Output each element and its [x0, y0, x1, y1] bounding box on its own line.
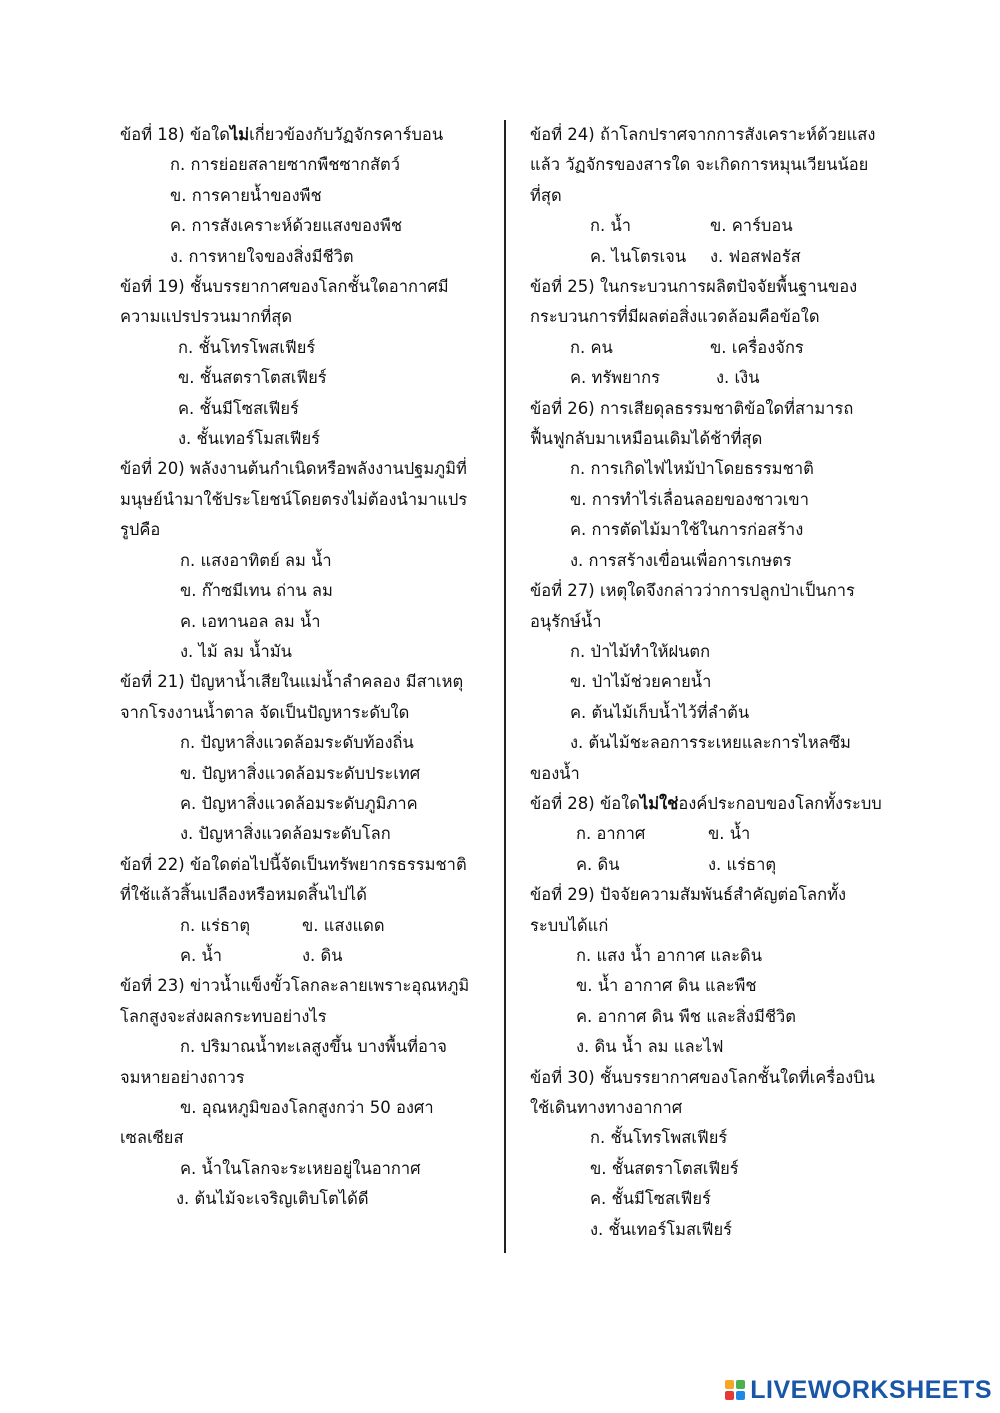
option-a[interactable]: ก. การเกิดไฟไหม้ป่าโดยธรรมชาติ: [570, 459, 814, 479]
option-d[interactable]: ง. ฟอสฟอรัส: [710, 246, 801, 266]
question-text: ข้อที่ 18) ข้อใดไม่เกี่ยวข้องกับวัฏจักรคาร์บอน: [120, 125, 444, 144]
question-text: ข้อที่ 22) ข้อใดต่อไปนี้จัดเป็นทรัพยากรธรรมชาติ: [120, 854, 467, 874]
question-20: [120, 454, 492, 667]
option-c[interactable]: ค. น้ำ: [180, 945, 223, 965]
question-text: ข้อที่ 30) ชั้นบรรยากาศของโลกชั้นใดที่เครื่องบิน: [530, 1067, 875, 1087]
option-d[interactable]: ง. ปัญหาสิ่งแวดล้อมระดับโลก: [180, 824, 391, 844]
question-24: [530, 120, 910, 272]
option-c[interactable]: ค. ชั้นมีโซสเฟียร์: [178, 398, 299, 418]
option-d[interactable]: ง. การสร้างเขื่อนเพื่อการเกษตร: [570, 550, 792, 570]
option-a[interactable]: ก. ปัญหาสิ่งแวดล้อมระดับท้องถิ่น: [180, 733, 414, 753]
option-c[interactable]: ค. การตัดไม้มาใช้ในการก่อสร้าง: [570, 520, 804, 540]
question-26: [530, 394, 910, 576]
option-b[interactable]: ข. ปัญหาสิ่งแวดล้อมระดับประเทศ: [180, 763, 421, 783]
option-a[interactable]: ก. แสง น้ำ อากาศ และดิน: [576, 945, 763, 965]
question-30: [530, 1063, 910, 1245]
option-d[interactable]: ง. ต้นไม้ชะลอการระเหยและการไหลซึม: [570, 733, 851, 753]
option-d[interactable]: ง. ชั้นเทอร์โมสเฟียร์: [590, 1219, 732, 1239]
option-c[interactable]: ค. ต้นไม้เก็บน้ำไว้ที่ลำต้น: [570, 702, 750, 722]
question-22: [120, 850, 492, 972]
question-29: [530, 880, 910, 1062]
option-a[interactable]: ก. น้ำ: [590, 216, 632, 236]
option-c[interactable]: ค. ทรัพยากร: [570, 368, 660, 388]
option-b[interactable]: ข. ป่าไม้ช่วยคายน้ำ: [570, 672, 712, 692]
option-d[interactable]: ง. การหายใจของสิ่งมีชีวิต: [170, 246, 354, 266]
question-text: ข้อที่ 28) ข้อใดไม่ใช่องค์ประกอบของโลกทั้งระบบ: [530, 793, 882, 813]
question-text: ข้อที่ 27) เหตุใดจึงกล่าวว่าการปลูกป่าเป็นการ: [530, 581, 855, 601]
question-text: ที่ใช้แล้วสิ้นเปลืองหรือหมดสิ้นไปได้: [120, 885, 367, 905]
option-b[interactable]: ข. น้ำ อากาศ ดิน และพืช: [576, 976, 757, 996]
option-c[interactable]: ค. การสังเคราะห์ด้วยแสงของพืช: [170, 216, 403, 236]
question-text: แล้ว วัฏจักรของสารใด จะเกิดการหมุนเวียนน้อย: [530, 155, 869, 175]
question-19: [120, 272, 492, 454]
question-text: มนุษย์นำมาใช้ประโยชน์โดยตรงไม่ต้องนำมาแปร: [120, 489, 468, 509]
options-row: [530, 819, 910, 849]
option-a[interactable]: ก. ชั้นโทรโพสเฟียร์: [590, 1128, 728, 1148]
option-d[interactable]: ง. แร่ธาตุ: [708, 854, 777, 874]
option-b[interactable]: ข. อุณหภูมิของโลกสูงกว่า 50 องศา: [180, 1098, 434, 1117]
options-row: [530, 211, 910, 241]
option-a-continued: จมหายอย่างถาวร: [120, 1067, 245, 1087]
question-text: ที่สุด: [530, 185, 562, 205]
question-text: ฟื้นฟูกลับมาเหมือนเดิมได้ช้าที่สุด: [530, 429, 763, 449]
question-text: จากโรงงานน้ำตาล จัดเป็นปัญหาระดับใด: [120, 702, 410, 722]
question-text: ข้อที่ 25) ในกระบวนการผลิตปัจจัยพื้นฐานของ: [530, 277, 858, 297]
option-c[interactable]: ค. อากาศ ดิน พืช และสิ่งมีชีวิต: [576, 1006, 797, 1026]
question-text: ความแปรปรวนมากที่สุด: [120, 307, 293, 327]
option-a[interactable]: ก. ชั้นโทรโพสเฟียร์: [178, 337, 316, 357]
option-d[interactable]: ง. ต้นไม้จะเจริญเติบโตได้ดี: [176, 1189, 369, 1209]
question-text: ข้อที่ 29) ปัจจัยความสัมพันธ์สำคัญต่อโลกทั้ง: [530, 885, 847, 905]
options-row: [120, 941, 492, 971]
option-b-continued: เซลเซียส: [120, 1128, 184, 1148]
question-text: ระบบได้แก่: [530, 915, 609, 935]
option-a[interactable]: ก. การย่อยสลายซากพืชซากสัตว์: [170, 155, 400, 175]
option-d[interactable]: ง. ไม้ ลม น้ำมัน: [180, 641, 292, 661]
option-c[interactable]: ค. ดิน: [576, 854, 620, 874]
option-b[interactable]: ข. ชั้นสตราโตสเฟียร์: [590, 1158, 739, 1178]
option-a[interactable]: ก. คน: [570, 337, 613, 357]
option-a[interactable]: ก. อากาศ: [576, 824, 646, 844]
option-a[interactable]: ก. ปริมาณน้ำทะเลสูงขึ้น บางพื้นที่อาจ: [180, 1037, 447, 1057]
brand-name: LIVEWORKSHEETS: [750, 1375, 992, 1404]
options-row: [530, 333, 910, 363]
question-text: ข้อที่ 21) ปัญหาน้ำเสียในแม่น้ำลำคลอง มีสาเหตุ: [120, 672, 464, 692]
option-c[interactable]: ค. ไนโตรเจน: [590, 246, 687, 266]
liveworksheets-brand: [725, 1375, 992, 1405]
options-row: [120, 911, 492, 941]
options-row: [530, 242, 910, 272]
question-text: รูปคือ: [120, 520, 161, 540]
option-d[interactable]: ง. ชั้นเทอร์โมสเฟียร์: [178, 429, 320, 449]
left-column: [120, 120, 492, 1215]
options-row: [530, 850, 910, 880]
question-text: ข้อที่ 23) ข่าวน้ำแข็งขั้วโลกละลายเพราะอุณหภูมิ: [120, 976, 470, 996]
question-28: [530, 789, 910, 880]
option-b[interactable]: ข. คาร์บอน: [710, 216, 793, 236]
options-row: [530, 363, 910, 393]
option-b[interactable]: ข. ชั้นสตราโตสเฟียร์: [178, 368, 327, 388]
column-divider: [504, 120, 506, 1253]
question-text: อนุรักษ์น้ำ: [530, 611, 602, 631]
question-18: [120, 120, 492, 272]
option-c[interactable]: ค. น้ำในโลกจะระเหยอยู่ในอากาศ: [180, 1158, 421, 1178]
option-b[interactable]: ข. แสงแดด: [302, 915, 385, 935]
right-column: [530, 120, 910, 1245]
question-text: กระบวนการที่มีผลต่อสิ่งแวดล้อมคือข้อใด: [530, 307, 820, 327]
liveworksheets-logo-icon: [725, 1380, 745, 1400]
option-a[interactable]: ก. แสงอาทิตย์ ลม น้ำ: [180, 550, 332, 570]
question-text: ข้อที่ 26) การเสียดุลธรรมชาติข้อใดที่สามารถ: [530, 398, 854, 418]
option-a[interactable]: ก. แร่ธาตุ: [180, 915, 251, 935]
question-21: [120, 667, 492, 849]
option-d[interactable]: ง. ดิน น้ำ ลม และไฟ: [576, 1037, 724, 1057]
option-b[interactable]: ข. เครื่องจักร: [710, 337, 804, 357]
question-text: ใช้เดินทางทางอากาศ: [530, 1098, 683, 1117]
option-c[interactable]: ค. ชั้นมีโซสเฟียร์: [590, 1189, 711, 1209]
question-text: ข้อที่ 20) พลังงานต้นกำเนิดหรือพลังงานปฐมภูมิที่: [120, 459, 467, 479]
question-text: ข้อที่ 24) ถ้าโลกปราศจากการสังเคราะห์ด้วยแสง: [530, 125, 876, 144]
option-b[interactable]: ข. ก๊าซมีเทน ถ่าน ลม: [180, 581, 333, 601]
option-d[interactable]: ง. ดิน: [302, 945, 343, 965]
question-text: โลกสูงจะส่งผลกระทบอย่างไร: [120, 1006, 327, 1026]
option-c[interactable]: ค. เอทานอล ลม น้ำ: [180, 611, 321, 631]
option-b[interactable]: ข. การคายน้ำของพืช: [170, 185, 322, 205]
question-25: [530, 272, 910, 394]
question-23: [120, 971, 492, 1214]
option-a[interactable]: ก. ป่าไม้ทำให้ฝนตก: [570, 641, 711, 661]
option-d[interactable]: ง. เงิน: [716, 368, 760, 388]
option-c[interactable]: ค. ปัญหาสิ่งแวดล้อมระดับภูมิภาค: [180, 793, 418, 813]
question-text: ข้อที่ 19) ชั้นบรรยากาศของโลกชั้นใดอากาศมี: [120, 277, 449, 297]
option-b[interactable]: ข. การทำไร่เลื่อนลอยของชาวเขา: [570, 489, 809, 509]
question-27: [530, 576, 910, 789]
option-b[interactable]: ข. น้ำ: [708, 824, 751, 844]
option-d-continued: ของน้ำ: [530, 763, 580, 783]
